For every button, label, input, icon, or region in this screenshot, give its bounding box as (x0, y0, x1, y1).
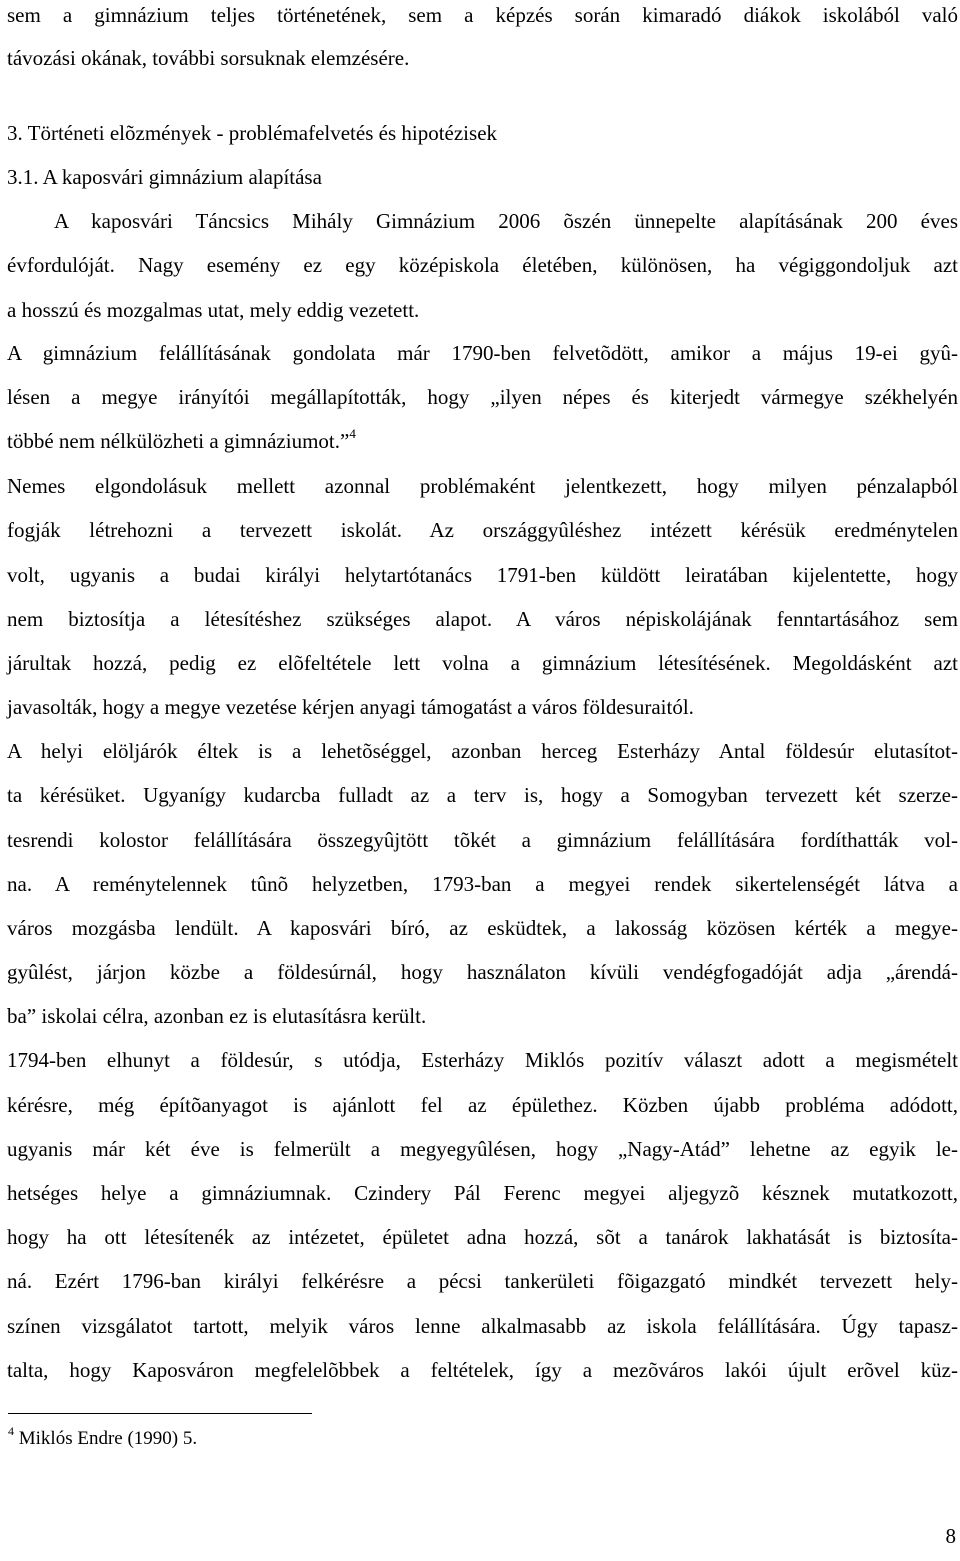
text-line: város mozgásba lendült. A kaposvári bíró, az esküdtek, a lakosság közösen kérték a megye- (7, 916, 958, 940)
text-line: kérésre, még építõanyagot is ajánlott fel az épülethez. Közben újabb probléma adódott, (7, 1093, 958, 1117)
text-line: javasolták, hogy a megye vezetése kérjen anyagi támogatást a város földesuraitól. (7, 695, 694, 719)
subsection-heading: 3.1. A kaposvári gimnázium alapítása (7, 165, 322, 189)
footnote-reference: 4 (349, 426, 356, 441)
text-line: A helyi elöljárók éltek is a lehetõséggel, azonban herceg Esterházy Antal földesúr elutasítot- (7, 739, 958, 763)
text-line: ugyanis már két éve is felmerült a megyegyûlésen, hogy „Nagy-Atád” lehetne az egyik le- (7, 1137, 958, 1161)
text-line: színen vizsgálatot tartott, melyik város lenne alkalmasabb az iskola felállítására. Úgy tapasz- (7, 1314, 958, 1338)
text-line: hetséges helye a gimnáziumnak. Czindery Pál Ferenc megyei aljegyzõ késznek mutatkozott, (7, 1181, 958, 1205)
text-line: ná. Ezért 1796-ban királyi felkérésre a pécsi tankerületi fõigazgató mindkét tervezett hely- (7, 1269, 958, 1293)
page-number: 8 (945, 1524, 956, 1548)
text-line: A gimnázium felállításának gondolata már 1790-ben felvetõdött, amikor a május 19-ei gyû- (7, 341, 958, 365)
text-line: ta kérésüket. Ugyanígy kudarcba fulladt az a terv is, hogy a Somogyban tervezett két szerze- (7, 783, 958, 807)
text-line: 1794-ben elhunyt a földesúr, s utódja, Esterházy Miklós pozitív választ adott a megismételt (7, 1048, 958, 1072)
text-line: évfordulóját. Nagy esemény ez egy középiskola életében, különösen, ha végiggondoljuk azt (7, 253, 958, 277)
text-line: tesrendi kolostor felállítására összegyûjtött tõkét a gimnázium felállítására fordíthatták vol- (7, 828, 958, 852)
text-line: A kaposvári Táncsics Mihály Gimnázium 2006 õszén ünnepelte alapításának 200 éves (54, 209, 958, 233)
footnote-number: 4 (8, 1424, 14, 1438)
text-line: volt, ugyanis a budai királyi helytartótanács 1791-ben küldött leiratában kijelentette, hogy (7, 563, 958, 587)
text-line: a hosszú és mozgalmas utat, mely eddig vezetett. (7, 298, 420, 322)
text-line: sem a gimnázium teljes történetének, sem a képzés során kimaradó diákok iskolából való (7, 3, 958, 27)
text-line: többé nem nélkülözheti a gimnáziumot.” (7, 429, 350, 453)
text-line-with-footnote-ref (7, 426, 958, 459)
section-heading: 3. Történeti elõzmények - problémafelvetés és hipotézisek (7, 121, 498, 145)
text-line: ba” iskolai célra, azonban ez is elutasításra került. (7, 1004, 427, 1028)
text-line: Nemes elgondolásuk mellett azonnal problémaként jelentkezett, hogy milyen pénzalapból (7, 474, 958, 498)
text-line: fogják létrehozni a tervezett iskolát. Az országgyûléshez intézett kérésük eredménytelen (7, 518, 958, 542)
text-line: na. A reménytelennek tûnõ helyzetben, 1793-ban a megyei rendek sikertelenségét látva a (7, 872, 958, 896)
text-line: gyûlést, járjon közbe a földesúrnál, hogy használaton kívüli vendégfogadóját adja „árendá- (7, 960, 958, 984)
text-line: lésen a megye irányítói megállapították, hogy „ilyen népes és kiterjedt vármegye székhelyén (7, 385, 958, 409)
text-line: járultak hozzá, pedig ez elõfeltétele lett volna a gimnázium létesítésének. Megoldásként azt (7, 651, 958, 675)
text-line: talta, hogy Kaposváron megfelelõbbek a feltételek, így a mezõváros lakói újult erõvel küz- (7, 1358, 958, 1382)
footnote-divider (8, 1413, 312, 1414)
footnote (8, 1425, 197, 1454)
text-line: hogy ha ott létesítenék az intézetet, épületet adna hozzá, sõt a tanárok lakhatását is biztosíta- (7, 1225, 958, 1249)
footnote-text: Miklós Endre (1990) 5. (18, 1428, 198, 1449)
text-line: távozási okának, további sorsuknak elemzésére. (7, 46, 410, 70)
text-line: nem biztosítja a létesítéshez szükséges alapot. A város népiskolájának fenntartásához sem (7, 607, 958, 631)
